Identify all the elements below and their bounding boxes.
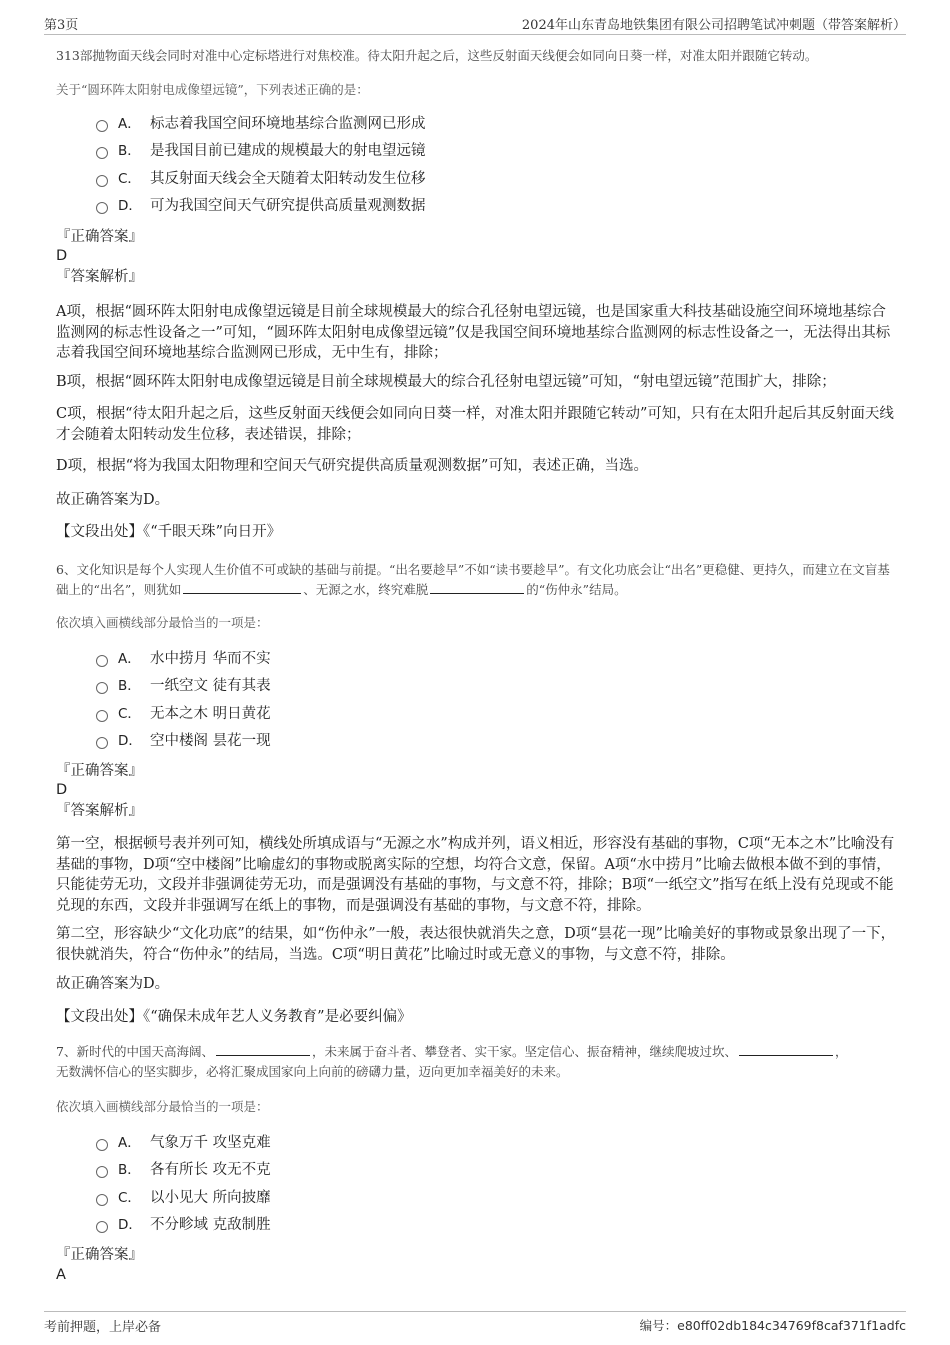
q7-answer-label: 『正确答案』 (56, 1247, 143, 1263)
q6-stem: 6、文化知识是每个人实现人生价值不可或缺的基础与前提。“出名要趁早”不如“读书要趁早”。有文化功底会让“出名”更稳健、更持久，而建立在文盲基础上的“出名”，则犹如 、无源之水，终究难脱 的“伤仲永”结局。 (56, 562, 890, 597)
q5-stem: 313部抛物面天线会同时对准中心定标塔进行对焦校准。待太阳升起之后，这些反射面天线便会如同向日葵一样，对准太阳并跟随它转动。 (56, 48, 818, 63)
q5-analysis-a: A项，根据“圆环阵太阳射电成像望远镜是目前全球规模最大的综合孔径射电望远镜，也是国家重大科技基础设施空间环境地基综合监测网的标志性设备之一”可知，“圆环阵太阳射电成像望远镜”仅是我国空间环境地基综合监测网的标志性设备之一，无法得出其标志着我国空间环境地基综合监测网已形成，无中生有，排除； (56, 304, 891, 361)
q6-analysis-first: 第一空，根据顿号表并列可知，横线处所填成语与“无源之水”构成并列，语义相近，形容没有基础的事物，C项“无本之木”比喻没有基础的事物，D项“空中楼阁”比喻虚幻的事物或脱离实际的空想，均符合文意，保留。A项“水中捞月”比喻去做根本做不到的事情，只能徒劳无功，文段并非强调徒劳无功，而是强调没有基础的事物，与文意不符，排除；B项“一纸空文”指写在纸上没有兑现或不能兑现的东西，文段并非强调写在纸上的事物，而是强调没有基础的事物，与文意不符，排除。 (56, 836, 895, 914)
q6-answer: D (56, 782, 68, 798)
footer-slogan: 考前押题，上岸必备 (44, 1320, 162, 1335)
q6-answer-label: 『正确答案』 (56, 763, 143, 779)
fill-blank (430, 580, 524, 594)
radio-icon[interactable] (96, 737, 108, 749)
q7-ask: 依次填入画横线部分最恰当的一项是： (56, 1099, 269, 1114)
fill-blank (216, 1042, 310, 1056)
radio-icon[interactable] (96, 1221, 108, 1233)
q5-source: 【文段出处】《“千眼天珠”向日开》 (56, 524, 282, 540)
q7-option-d[interactable]: D． 不分畛域 克敌制胜 (96, 1212, 898, 1240)
q5-option-a[interactable]: A． 标志着我国空间环境地基综合监测网已形成 (96, 110, 898, 138)
q5-options (96, 110, 898, 220)
option-text: 可为我国空间天气研究提供高质量观测数据 (150, 198, 426, 215)
q6-analysis-second: 第二空，形容缺少“文化功底”的结果，如“伤仲永”一般，表达很快就消失之意，D项“昙花一现”比喻美好的事物或景象出现了一下，很快就消失，符合“伤仲永”的结局，当选。C项“明日黄花”比喻过时或无意义的事物，与文意不符，排除。 (56, 926, 896, 963)
page-number: 第3页 (44, 18, 79, 33)
q7-stem: 7、新时代的中国天高海阔、 ，未来属于奋斗者、攀登者、实干家。坚定信心、振奋精神，继续爬坡过坎、 ， 无数满怀信心的坚实脚步，必将汇聚成国家向上向前的磅礴力量，迈向更加幸福美好的未来。 (56, 1044, 848, 1079)
radio-icon[interactable] (96, 1194, 108, 1206)
document-code: 编号：e80ff02db184c34769f8caf371f1adfc (639, 1318, 906, 1333)
q6-ask: 依次填入画横线部分最恰当的一项是： (56, 615, 269, 630)
radio-icon[interactable] (96, 175, 108, 187)
page-header (44, 14, 906, 35)
fill-blank (739, 1042, 833, 1056)
radio-icon[interactable] (96, 1166, 108, 1178)
option-text: 不分畛域 克敌制胜 (150, 1217, 271, 1234)
option-text: 一纸空文 徒有其表 (150, 678, 271, 695)
q7-option-c[interactable]: C． 以小见大 所向披靡 (96, 1184, 898, 1212)
radio-icon[interactable] (96, 120, 108, 132)
fill-blank (183, 580, 301, 594)
option-text: 以小见大 所向披靡 (150, 1189, 271, 1206)
q5-analysis-b: B项，根据“圆环阵太阳射电成像望远镜是目前全球规模最大的综合孔径射电望远镜”可知，“射电望远镜”范围扩大，排除； (56, 374, 836, 390)
q6-option-c[interactable]: C． 无本之木 明日黄花 (96, 700, 898, 728)
option-text: 气象万千 攻坚克难 (150, 1134, 271, 1151)
radio-icon[interactable] (96, 710, 108, 722)
q7-answer: A (56, 1267, 66, 1283)
document-title: 2024年山东青岛地铁集团有限公司招聘笔试冲刺题（带答案解析） (521, 18, 906, 33)
q6-conclusion: 故正确答案为D。 (56, 976, 170, 992)
q6-option-a[interactable]: A． 水中捞月 华而不实 (96, 645, 898, 673)
q5-analysis-d: D项，根据“将为我国太阳物理和空间天气研究提供高质量观测数据”可知，表述正确，当选。 (56, 458, 648, 474)
q6-option-d[interactable]: D． 空中楼阁 昙花一现 (96, 728, 898, 756)
option-text: 水中捞月 华而不实 (150, 650, 271, 667)
q5-conclusion: 故正确答案为D。 (56, 492, 170, 508)
q7-option-a[interactable]: A． 气象万千 攻坚克难 (96, 1129, 898, 1157)
option-text: 无本之木 明日黄花 (150, 705, 271, 722)
radio-icon[interactable] (96, 147, 108, 159)
q6-analysis-label: 『答案解析』 (56, 803, 143, 819)
q6-option-b[interactable]: B． 一纸空文 徒有其表 (96, 673, 898, 701)
q5-analysis-label: 『答案解析』 (56, 269, 143, 285)
page-footer (44, 1311, 906, 1337)
q5-option-b[interactable]: B． 是我国目前已建成的规模最大的射电望远镜 (96, 138, 898, 166)
q5-ask: 关于“圆环阵太阳射电成像望远镜”，下列表述正确的是： (56, 82, 369, 97)
q6-source: 【文段出处】《“确保未成年艺人义务教育”是必要纠偏》 (56, 1009, 412, 1025)
q5-option-d[interactable]: D． 可为我国空间天气研究提供高质量观测数据 (96, 193, 898, 221)
option-text: 其反射面天线会全天随着太阳转动发生位移 (150, 170, 426, 187)
option-text: 标志着我国空间环境地基综合监测网已形成 (150, 115, 426, 132)
radio-icon[interactable] (96, 682, 108, 694)
q7-options (96, 1129, 898, 1239)
radio-icon[interactable] (96, 655, 108, 667)
q5-analysis-c: C项，根据“待太阳升起之后，这些反射面天线便会如同向日葵一样，对准太阳并跟随它转动”可知，只有在太阳升起后其反射面天线才会随着太阳转动发生位移，表述错误，排除； (56, 406, 894, 443)
q7-option-b[interactable]: B． 各有所长 攻无不克 (96, 1157, 898, 1185)
q5-option-c[interactable]: C． 其反射面天线会全天随着太阳转动发生位移 (96, 165, 898, 193)
option-text: 各有所长 攻无不克 (150, 1162, 271, 1179)
radio-icon[interactable] (96, 202, 108, 214)
option-text: 是我国目前已建成的规模最大的射电望远镜 (150, 143, 426, 160)
q5-answer-label: 『正确答案』 (56, 229, 143, 245)
option-text: 空中楼阁 昙花一现 (150, 733, 271, 750)
radio-icon[interactable] (96, 1139, 108, 1151)
q6-options (96, 645, 898, 755)
q5-answer: D (56, 248, 68, 264)
